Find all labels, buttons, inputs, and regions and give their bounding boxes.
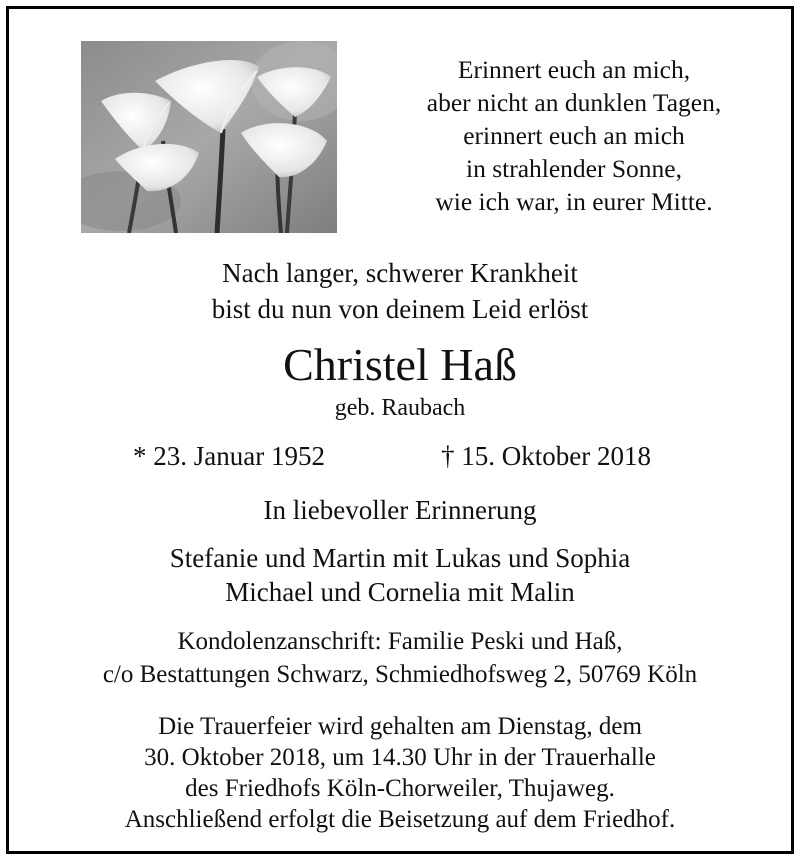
condolence-address: [9, 625, 791, 691]
condolence-line: Kondolenzanschrift: Familie Peski und Haß,: [177, 628, 623, 655]
ceremony-line: 30. Oktober 2018, um 14.30 Uhr in der Trauerhalle: [144, 744, 656, 771]
maiden-name: geb. Raubach: [334, 395, 466, 421]
poem-line: in strahlender Sonne,: [466, 154, 682, 183]
ceremony-info: [9, 711, 791, 835]
poem: [369, 53, 779, 218]
death-date: † 15. Oktober 2018: [441, 441, 651, 471]
poem-line: Erinnert euch an mich,: [457, 55, 691, 84]
obituary-card: [6, 6, 794, 854]
ceremony-line: Anschließend erfolgt die Beisetzung auf dem Friedhof.: [124, 806, 676, 833]
ceremony-line: des Friedhofs Köln-Chorweiler, Thujaweg.: [185, 775, 615, 802]
memory-heading: In liebevoller Erinnerung: [263, 495, 537, 525]
intro-text: [9, 255, 791, 327]
intro-line: Nach langer, schwerer Krankheit: [222, 258, 578, 288]
poem-line: aber nicht an dunklen Tagen,: [426, 88, 722, 117]
poem-line: erinnert euch an mich: [463, 121, 685, 150]
life-dates: [9, 441, 791, 475]
family-line: Michael und Cornelia mit Malin: [225, 577, 575, 607]
intro-line: bist du nun von deinem Leid erlöst: [211, 294, 589, 324]
family-names: [9, 541, 791, 609]
birth-date: * 23. Januar 1952: [133, 441, 325, 471]
calla-lily-image: [81, 41, 337, 233]
ceremony-line: Die Trauerfeier wird gehalten am Dienstag, dem: [158, 713, 642, 740]
deceased-name: Christel Haß: [283, 339, 517, 390]
family-line: Stefanie und Martin mit Lukas und Sophia: [169, 543, 631, 573]
condolence-line: c/o Bestattungen Schwarz, Schmiedhofsweg 2, 50769 Köln: [102, 661, 698, 688]
poem-line: wie ich war, in eurer Mitte.: [435, 187, 713, 216]
